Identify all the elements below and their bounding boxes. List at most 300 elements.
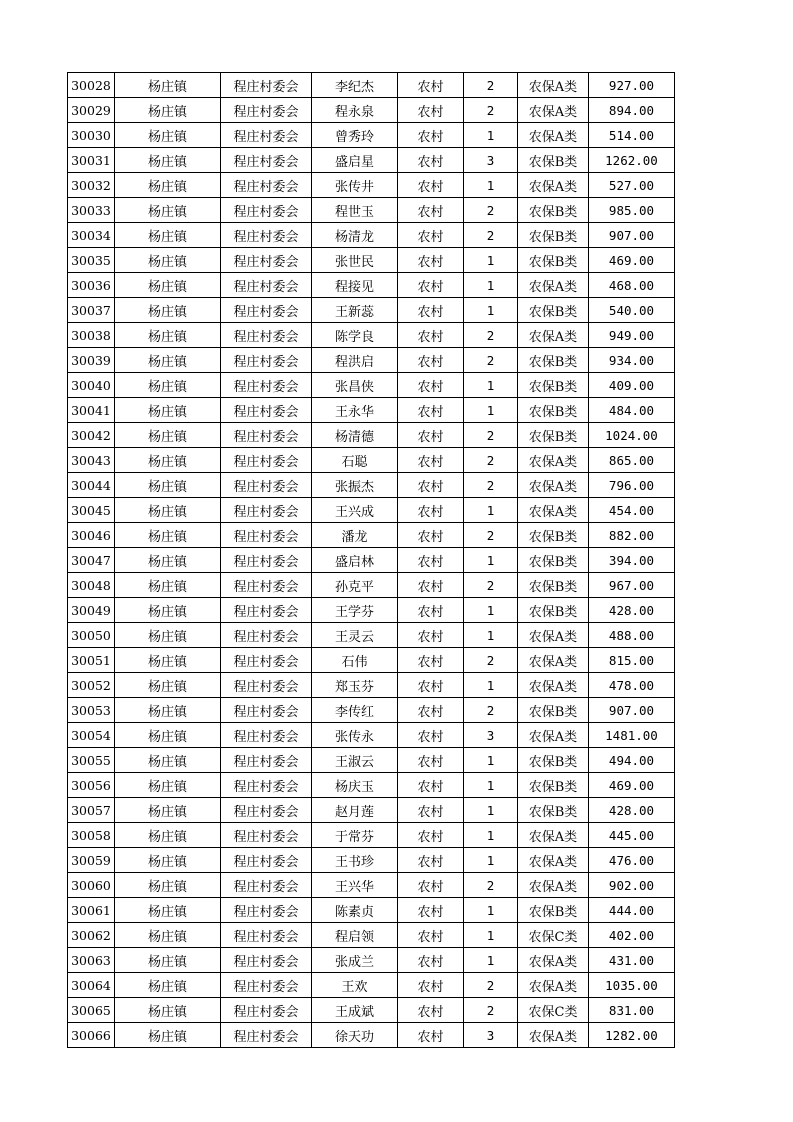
amount-cell: 1262.00 [589,148,675,173]
record-id-cell: 30045 [68,498,115,523]
amount-cell: 409.00 [589,373,675,398]
household-count-cell: 1 [464,298,518,323]
amount-cell: 540.00 [589,298,675,323]
insurance-category-cell: 农保A类 [518,173,589,198]
amount-cell: 902.00 [589,873,675,898]
amount-cell: 985.00 [589,198,675,223]
amount-cell: 494.00 [589,748,675,773]
amount-cell: 907.00 [589,223,675,248]
insurance-category-cell: 农保A类 [518,123,589,148]
table-row [68,348,675,373]
table-row [68,473,675,498]
person-name-cell: 程永泉 [312,98,398,123]
insurance-category-cell: 农保A类 [518,73,589,98]
record-id-cell: 30034 [68,223,115,248]
person-name-cell: 王兴成 [312,498,398,523]
record-id-cell: 30057 [68,798,115,823]
village-cell: 程庄村委会 [221,823,312,848]
village-cell: 程庄村委会 [221,423,312,448]
roster-body [68,73,675,1048]
village-cell: 程庄村委会 [221,623,312,648]
person-name-cell: 张世民 [312,248,398,273]
amount-cell: 476.00 [589,848,675,873]
record-id-cell: 30065 [68,998,115,1023]
household-count-cell: 2 [464,73,518,98]
town-cell: 杨庄镇 [115,423,221,448]
area-type-cell: 农村 [398,623,464,648]
household-count-cell: 1 [464,248,518,273]
town-cell: 杨庄镇 [115,748,221,773]
village-cell: 程庄村委会 [221,1023,312,1048]
record-id-cell: 30064 [68,973,115,998]
household-count-cell: 1 [464,548,518,573]
table-row [68,223,675,248]
household-count-cell: 2 [464,698,518,723]
person-name-cell: 王永华 [312,398,398,423]
household-count-cell: 2 [464,473,518,498]
amount-cell: 484.00 [589,398,675,423]
household-count-cell: 2 [464,448,518,473]
insurance-category-cell: 农保B类 [518,148,589,173]
table-row [68,323,675,348]
town-cell: 杨庄镇 [115,873,221,898]
table-row [68,198,675,223]
insurance-category-cell: 农保B类 [518,373,589,398]
person-name-cell: 王新蕊 [312,298,398,323]
record-id-cell: 30058 [68,823,115,848]
area-type-cell: 农村 [398,748,464,773]
person-name-cell: 石聪 [312,448,398,473]
table-row [68,373,675,398]
insurance-category-cell: 农保B类 [518,523,589,548]
village-cell: 程庄村委会 [221,148,312,173]
village-cell: 程庄村委会 [221,523,312,548]
person-name-cell: 程世玉 [312,198,398,223]
table-row [68,273,675,298]
insurance-category-cell: 农保B类 [518,548,589,573]
table-row [68,723,675,748]
record-id-cell: 30062 [68,923,115,948]
town-cell: 杨庄镇 [115,323,221,348]
table-row [68,448,675,473]
area-type-cell: 农村 [398,173,464,198]
person-name-cell: 王淑云 [312,748,398,773]
village-cell: 程庄村委会 [221,773,312,798]
household-count-cell: 2 [464,348,518,373]
area-type-cell: 农村 [398,423,464,448]
table-row [68,548,675,573]
town-cell: 杨庄镇 [115,598,221,623]
area-type-cell: 农村 [398,98,464,123]
record-id-cell: 30055 [68,748,115,773]
amount-cell: 907.00 [589,698,675,723]
household-count-cell: 2 [464,873,518,898]
town-cell: 杨庄镇 [115,248,221,273]
table-row [68,648,675,673]
table-row [68,498,675,523]
village-cell: 程庄村委会 [221,373,312,398]
record-id-cell: 30038 [68,323,115,348]
town-cell: 杨庄镇 [115,148,221,173]
table-row [68,923,675,948]
village-cell: 程庄村委会 [221,73,312,98]
person-name-cell: 潘龙 [312,523,398,548]
insurance-category-cell: 农保B类 [518,773,589,798]
area-type-cell: 农村 [398,273,464,298]
household-count-cell: 1 [464,773,518,798]
town-cell: 杨庄镇 [115,398,221,423]
person-name-cell: 杨清德 [312,423,398,448]
person-name-cell: 程启领 [312,923,398,948]
person-name-cell: 王成斌 [312,998,398,1023]
town-cell: 杨庄镇 [115,698,221,723]
town-cell: 杨庄镇 [115,923,221,948]
household-count-cell: 2 [464,198,518,223]
person-name-cell: 曾秀玲 [312,123,398,148]
record-id-cell: 30049 [68,598,115,623]
amount-cell: 469.00 [589,773,675,798]
area-type-cell: 农村 [398,148,464,173]
record-id-cell: 30033 [68,198,115,223]
insurance-category-cell: 农保B类 [518,573,589,598]
area-type-cell: 农村 [398,73,464,98]
insurance-category-cell: 农保A类 [518,623,589,648]
household-count-cell: 1 [464,798,518,823]
person-name-cell: 张成兰 [312,948,398,973]
person-name-cell: 杨庆玉 [312,773,398,798]
area-type-cell: 农村 [398,298,464,323]
household-count-cell: 2 [464,648,518,673]
area-type-cell: 农村 [398,873,464,898]
household-count-cell: 1 [464,848,518,873]
amount-cell: 431.00 [589,948,675,973]
record-id-cell: 30030 [68,123,115,148]
town-cell: 杨庄镇 [115,848,221,873]
area-type-cell: 农村 [398,573,464,598]
table-row [68,398,675,423]
village-cell: 程庄村委会 [221,548,312,573]
village-cell: 程庄村委会 [221,223,312,248]
town-cell: 杨庄镇 [115,173,221,198]
town-cell: 杨庄镇 [115,523,221,548]
table-row [68,248,675,273]
household-count-cell: 2 [464,423,518,448]
village-cell: 程庄村委会 [221,298,312,323]
insurance-category-cell: 农保B类 [518,423,589,448]
village-cell: 程庄村委会 [221,473,312,498]
village-cell: 程庄村委会 [221,198,312,223]
area-type-cell: 农村 [398,548,464,573]
household-count-cell: 1 [464,598,518,623]
household-count-cell: 1 [464,173,518,198]
area-type-cell: 农村 [398,973,464,998]
amount-cell: 1282.00 [589,1023,675,1048]
record-id-cell: 30048 [68,573,115,598]
amount-cell: 444.00 [589,898,675,923]
household-count-cell: 2 [464,573,518,598]
household-count-cell: 2 [464,523,518,548]
insurance-category-cell: 农保B类 [518,698,589,723]
area-type-cell: 农村 [398,448,464,473]
area-type-cell: 农村 [398,198,464,223]
person-name-cell: 盛启林 [312,548,398,573]
person-name-cell: 王兴华 [312,873,398,898]
town-cell: 杨庄镇 [115,298,221,323]
table-row [68,523,675,548]
table-row [68,948,675,973]
table-row [68,673,675,698]
person-name-cell: 王书珍 [312,848,398,873]
amount-cell: 488.00 [589,623,675,648]
household-count-cell: 1 [464,923,518,948]
town-cell: 杨庄镇 [115,648,221,673]
area-type-cell: 农村 [398,948,464,973]
amount-cell: 428.00 [589,598,675,623]
insurance-category-cell: 农保B类 [518,298,589,323]
village-cell: 程庄村委会 [221,848,312,873]
record-id-cell: 30040 [68,373,115,398]
insurance-category-cell: 农保A类 [518,648,589,673]
village-cell: 程庄村委会 [221,323,312,348]
village-cell: 程庄村委会 [221,448,312,473]
town-cell: 杨庄镇 [115,198,221,223]
amount-cell: 428.00 [589,798,675,823]
town-cell: 杨庄镇 [115,948,221,973]
table-row [68,298,675,323]
person-name-cell: 王欢 [312,973,398,998]
area-type-cell: 农村 [398,473,464,498]
amount-cell: 394.00 [589,548,675,573]
amount-cell: 454.00 [589,498,675,523]
area-type-cell: 农村 [398,523,464,548]
household-count-cell: 2 [464,973,518,998]
amount-cell: 1035.00 [589,973,675,998]
person-name-cell: 赵月莲 [312,798,398,823]
household-count-cell: 2 [464,98,518,123]
roster-table [67,72,675,1048]
person-name-cell: 张传永 [312,723,398,748]
record-id-cell: 30042 [68,423,115,448]
household-count-cell: 1 [464,823,518,848]
amount-cell: 949.00 [589,323,675,348]
village-cell: 程庄村委会 [221,748,312,773]
town-cell: 杨庄镇 [115,998,221,1023]
amount-cell: 469.00 [589,248,675,273]
amount-cell: 445.00 [589,823,675,848]
town-cell: 杨庄镇 [115,673,221,698]
insurance-category-cell: 农保B类 [518,748,589,773]
amount-cell: 1024.00 [589,423,675,448]
record-id-cell: 30054 [68,723,115,748]
amount-cell: 1481.00 [589,723,675,748]
table-row [68,798,675,823]
record-id-cell: 30047 [68,548,115,573]
village-cell: 程庄村委会 [221,398,312,423]
amount-cell: 865.00 [589,448,675,473]
household-count-cell: 1 [464,673,518,698]
amount-cell: 934.00 [589,348,675,373]
area-type-cell: 农村 [398,998,464,1023]
record-id-cell: 30060 [68,873,115,898]
area-type-cell: 农村 [398,123,464,148]
household-count-cell: 1 [464,273,518,298]
area-type-cell: 农村 [398,923,464,948]
area-type-cell: 农村 [398,898,464,923]
town-cell: 杨庄镇 [115,973,221,998]
record-id-cell: 30029 [68,98,115,123]
town-cell: 杨庄镇 [115,448,221,473]
table-row [68,148,675,173]
village-cell: 程庄村委会 [221,348,312,373]
insurance-category-cell: 农保A类 [518,1023,589,1048]
town-cell: 杨庄镇 [115,473,221,498]
insurance-category-cell: 农保A类 [518,823,589,848]
record-id-cell: 30066 [68,1023,115,1048]
village-cell: 程庄村委会 [221,573,312,598]
area-type-cell: 农村 [398,398,464,423]
table-row [68,823,675,848]
area-type-cell: 农村 [398,648,464,673]
insurance-category-cell: 农保A类 [518,673,589,698]
insurance-category-cell: 农保B类 [518,798,589,823]
amount-cell: 882.00 [589,523,675,548]
insurance-category-cell: 农保C类 [518,998,589,1023]
town-cell: 杨庄镇 [115,348,221,373]
household-count-cell: 2 [464,323,518,348]
amount-cell: 402.00 [589,923,675,948]
record-id-cell: 30063 [68,948,115,973]
area-type-cell: 农村 [398,798,464,823]
person-name-cell: 张昌侠 [312,373,398,398]
household-count-cell: 1 [464,498,518,523]
household-count-cell: 2 [464,998,518,1023]
area-type-cell: 农村 [398,248,464,273]
area-type-cell: 农村 [398,598,464,623]
town-cell: 杨庄镇 [115,1023,221,1048]
record-id-cell: 30052 [68,673,115,698]
area-type-cell: 农村 [398,848,464,873]
person-name-cell: 孙克平 [312,573,398,598]
insurance-category-cell: 农保A类 [518,323,589,348]
town-cell: 杨庄镇 [115,123,221,148]
amount-cell: 478.00 [589,673,675,698]
record-id-cell: 30039 [68,348,115,373]
amount-cell: 894.00 [589,98,675,123]
record-id-cell: 30028 [68,73,115,98]
insurance-category-cell: 农保B类 [518,898,589,923]
person-name-cell: 张传井 [312,173,398,198]
amount-cell: 967.00 [589,573,675,598]
record-id-cell: 30061 [68,898,115,923]
table-row [68,898,675,923]
village-cell: 程庄村委会 [221,673,312,698]
insurance-category-cell: 农保A类 [518,498,589,523]
record-id-cell: 30043 [68,448,115,473]
household-count-cell: 1 [464,123,518,148]
insurance-category-cell: 农保B类 [518,223,589,248]
village-cell: 程庄村委会 [221,723,312,748]
area-type-cell: 农村 [398,1023,464,1048]
amount-cell: 527.00 [589,173,675,198]
town-cell: 杨庄镇 [115,273,221,298]
area-type-cell: 农村 [398,348,464,373]
town-cell: 杨庄镇 [115,898,221,923]
area-type-cell: 农村 [398,673,464,698]
record-id-cell: 30059 [68,848,115,873]
area-type-cell: 农村 [398,498,464,523]
village-cell: 程庄村委会 [221,273,312,298]
record-id-cell: 30036 [68,273,115,298]
amount-cell: 468.00 [589,273,675,298]
amount-cell: 831.00 [589,998,675,1023]
amount-cell: 514.00 [589,123,675,148]
record-id-cell: 30041 [68,398,115,423]
village-cell: 程庄村委会 [221,123,312,148]
insurance-category-cell: 农保A类 [518,948,589,973]
household-count-cell: 1 [464,948,518,973]
person-name-cell: 张振杰 [312,473,398,498]
table-row [68,623,675,648]
table-row [68,973,675,998]
town-cell: 杨庄镇 [115,723,221,748]
village-cell: 程庄村委会 [221,798,312,823]
table-row [68,598,675,623]
area-type-cell: 农村 [398,773,464,798]
person-name-cell: 李传红 [312,698,398,723]
town-cell: 杨庄镇 [115,573,221,598]
area-type-cell: 农村 [398,723,464,748]
table-row [68,873,675,898]
village-cell: 程庄村委会 [221,948,312,973]
village-cell: 程庄村委会 [221,598,312,623]
record-id-cell: 30046 [68,523,115,548]
record-id-cell: 30051 [68,648,115,673]
person-name-cell: 陈学良 [312,323,398,348]
table-row [68,123,675,148]
insurance-category-cell: 农保C类 [518,923,589,948]
insurance-category-cell: 农保A类 [518,973,589,998]
person-name-cell: 盛启星 [312,148,398,173]
area-type-cell: 农村 [398,823,464,848]
person-name-cell: 王学芬 [312,598,398,623]
table-row [68,573,675,598]
table-row [68,1023,675,1048]
household-count-cell: 1 [464,623,518,648]
insurance-category-cell: 农保B类 [518,398,589,423]
record-id-cell: 30037 [68,298,115,323]
village-cell: 程庄村委会 [221,698,312,723]
town-cell: 杨庄镇 [115,498,221,523]
insurance-category-cell: 农保A类 [518,273,589,298]
insurance-category-cell: 农保B类 [518,598,589,623]
insurance-category-cell: 农保A类 [518,848,589,873]
table-row [68,173,675,198]
town-cell: 杨庄镇 [115,98,221,123]
village-cell: 程庄村委会 [221,998,312,1023]
table-row [68,748,675,773]
person-name-cell: 李纪杰 [312,73,398,98]
household-count-cell: 1 [464,898,518,923]
household-count-cell: 3 [464,723,518,748]
area-type-cell: 农村 [398,323,464,348]
insurance-category-cell: 农保B类 [518,248,589,273]
area-type-cell: 农村 [398,698,464,723]
village-cell: 程庄村委会 [221,648,312,673]
village-cell: 程庄村委会 [221,248,312,273]
person-name-cell: 王灵云 [312,623,398,648]
household-count-cell: 1 [464,373,518,398]
person-name-cell: 石伟 [312,648,398,673]
